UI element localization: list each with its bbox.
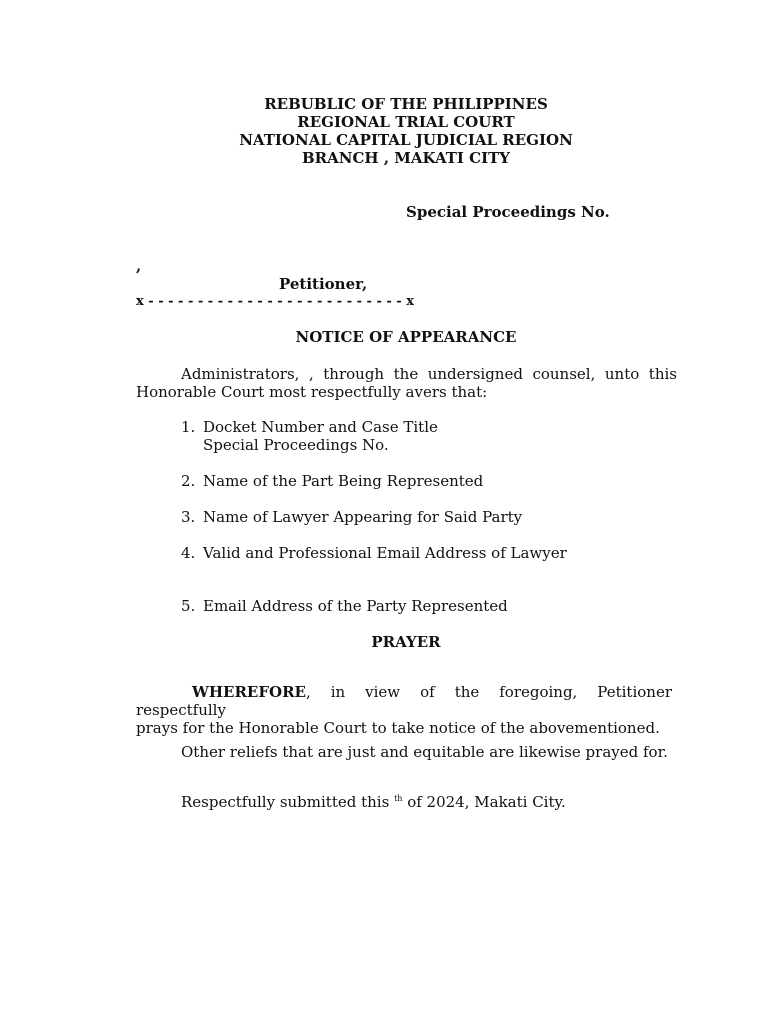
wherefore-line-1	[136, 683, 672, 719]
court-header-republic: REBUBLIC OF THE PHILIPPINES	[264, 95, 548, 113]
list-item-subtext: Special Proceedings No.	[203, 436, 389, 454]
caption-petitioner: Petitioner,	[279, 275, 368, 293]
wherefore-line-1-rest: , in view of the foregoing, Petitioner respectfully	[136, 683, 672, 719]
list-item-text: Docket Number and Case Title	[203, 418, 438, 436]
court-header-branch: BRANCH , MAKATI CITY	[302, 149, 510, 167]
list-item-number: 3.	[181, 508, 196, 526]
submission-superscript: th	[394, 794, 403, 803]
submission-line	[181, 793, 566, 811]
case-number-label: Special Proceedings No.	[406, 203, 610, 221]
document-title: NOTICE OF APPEARANCE	[295, 328, 517, 346]
list-item-text: Name of Lawyer Appearing for Said Party	[203, 508, 523, 526]
submission-after: of 2024, Makati City.	[402, 793, 566, 811]
prayer-heading: PRAYER	[371, 633, 441, 651]
list-item-text: Email Address of the Party Represented	[203, 597, 508, 615]
list-item-number: 5.	[181, 597, 196, 615]
intro-paragraph	[136, 365, 677, 401]
other-reliefs-paragraph: Other reliefs that are just and equitable are likewise prayed for.	[181, 743, 668, 761]
wherefore-paragraph	[136, 683, 672, 737]
court-header-rtc: REGIONAL TRIAL COURT	[297, 113, 515, 131]
list-item-text: Name of the Part Being Represented	[203, 472, 484, 490]
caption-comma: ,	[136, 257, 142, 275]
intro-line-2: Honorable Court most respectfully avers that:	[136, 383, 488, 401]
submission-before: Respectfully submitted this	[181, 793, 395, 811]
intro-line-1: Administrators, , through the undersigned counsel, unto this	[181, 365, 677, 383]
caption-separator: x - - - - - - - - - - - - - - - - - - - - - - - - - - x	[136, 294, 414, 309]
list-item-number: 4.	[181, 544, 196, 562]
wherefore-line-2: prays for the Honorable Court to take notice of the abovementioned.	[136, 719, 660, 737]
list-item-number: 1.	[181, 418, 196, 436]
list-item-number: 2.	[181, 472, 196, 490]
wherefore-bold: WHEREFORE	[192, 683, 306, 701]
court-header-region: NATIONAL CAPITAL JUDICIAL REGION	[239, 131, 573, 149]
list-item-text: Valid and Professional Email Address of Lawyer	[203, 544, 567, 562]
